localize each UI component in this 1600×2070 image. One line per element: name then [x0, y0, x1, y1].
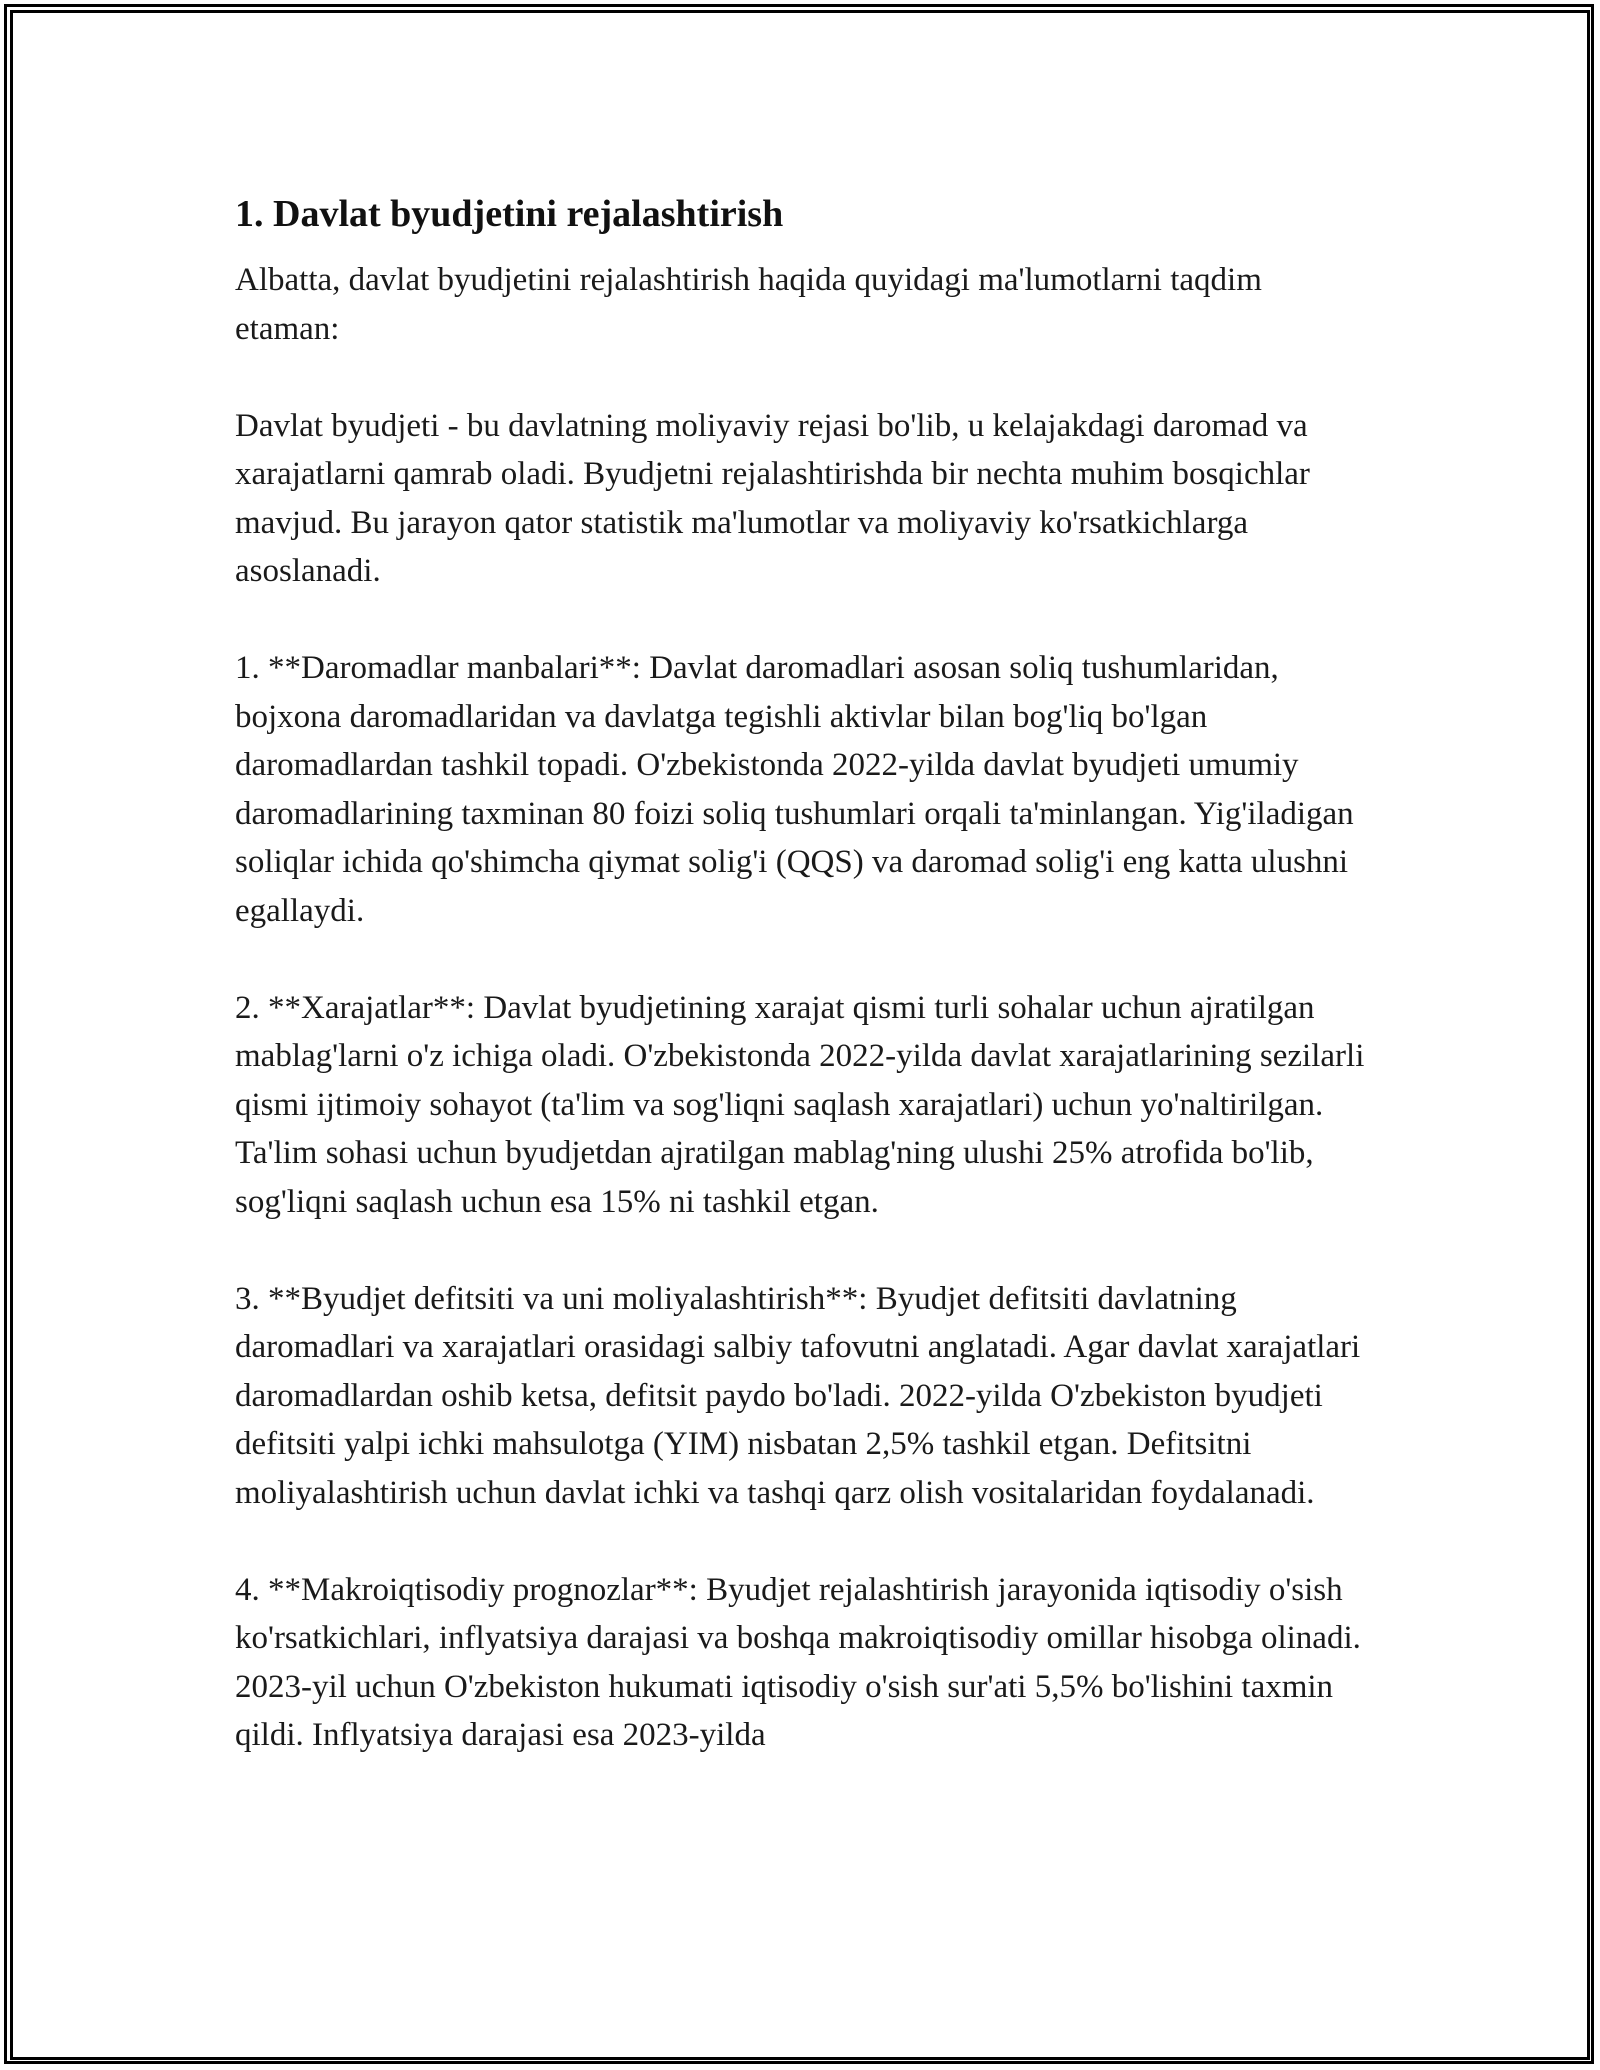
- expenditures-paragraph: 2. **Xarajatlar**: Davlat byudjetining xarajat qismi turli sohalar uchun ajratilgan mablag'larni o'z ichiga oladi. O'zbekistonda 2022-yilda davlat xarajatlarining sezilarli qismi ijtimoiy sohayot (ta'lim va sog'liqni saqlash xarajatlari) uchun yo'naltirilgan. Ta'lim sohasi uchun byudjetdan ajratilgan mablag'ning ulushi 25% atrofida bo'lib, sog'liqni saqlash uchun esa 15% ni tashkil etgan.: [235, 989, 1365, 1220]
- budget-deficit-paragraph: 3. **Byudjet defitsiti va uni moliyalashtirish**: Byudjet defitsiti davlatning daromadlari va xarajatlari orasidagi salbiy tafovutni anglatadi. Agar davlat xarajatlari daromadlardan oshib ketsa, defitsit paydo bo'ladi. 2022-yilda O'zbekiston byudjeti defitsiti yalpi ichki mahsulotga (YIM) nisbatan 2,5% tashkil etgan. Defitsitni moliyalashtirish uchun davlat ichki va tashqi qarz olish vositalaridan foydalanadi.: [235, 1280, 1361, 1511]
- intro-paragraph: Albatta, davlat byudjetini rejalashtirish haqida quyidagi ma'lumotlarni taqdim etaman:: [235, 262, 1262, 347]
- document-body: [235, 190, 1365, 1760]
- section-heading: 1. Davlat byudjetini rejalashtirish: [235, 193, 784, 235]
- macro-forecasts-paragraph: 4. **Makroiqtisodiy prognozlar**: Byudjet rejalashtirish jarayonida iqtisodiy o'sish ko'rsatkichlari, inflyatsiya darajasi va boshqa makroiqtisodiy omillar hisobga olinadi. 2023-yil uchun O'zbekiston hukumati iqtisodiy o'sish sur'ati 5,5% bo'lishini taxmin qildi. Inflyatsiya darajasi esa 2023-yilda: [235, 1571, 1361, 1753]
- revenue-sources-paragraph: 1. **Daromadlar manbalari**: Davlat daromadlari asosan soliq tushumlaridan, bojxona daromadlaridan va davlatga tegishli aktivlar bilan bog'liq bo'lgan daromadlardan tashkil topadi. O'zbekistonda 2022-yilda davlat byudjeti umumiy daromadlarining taxminan 80 foizi soliq tushumlari orqali ta'minlangan. Yig'iladigan soliqlar ichida qo'shimcha qiymat solig'i (QQS) va daromad solig'i eng katta ulushni egallaydi.: [235, 650, 1354, 929]
- overview-paragraph: Davlat byudjeti - bu davlatning moliyaviy rejasi bo'lib, u kelajakdagi daromad va xarajatlarni qamrab oladi. Byudjetni rejalashtirishda bir nechta muhim bosqichlar mavjud. Bu jarayon qator statistik ma'lumotlar va moliyaviy ko'rsatkichlarga asoslanadi.: [235, 407, 1310, 589]
